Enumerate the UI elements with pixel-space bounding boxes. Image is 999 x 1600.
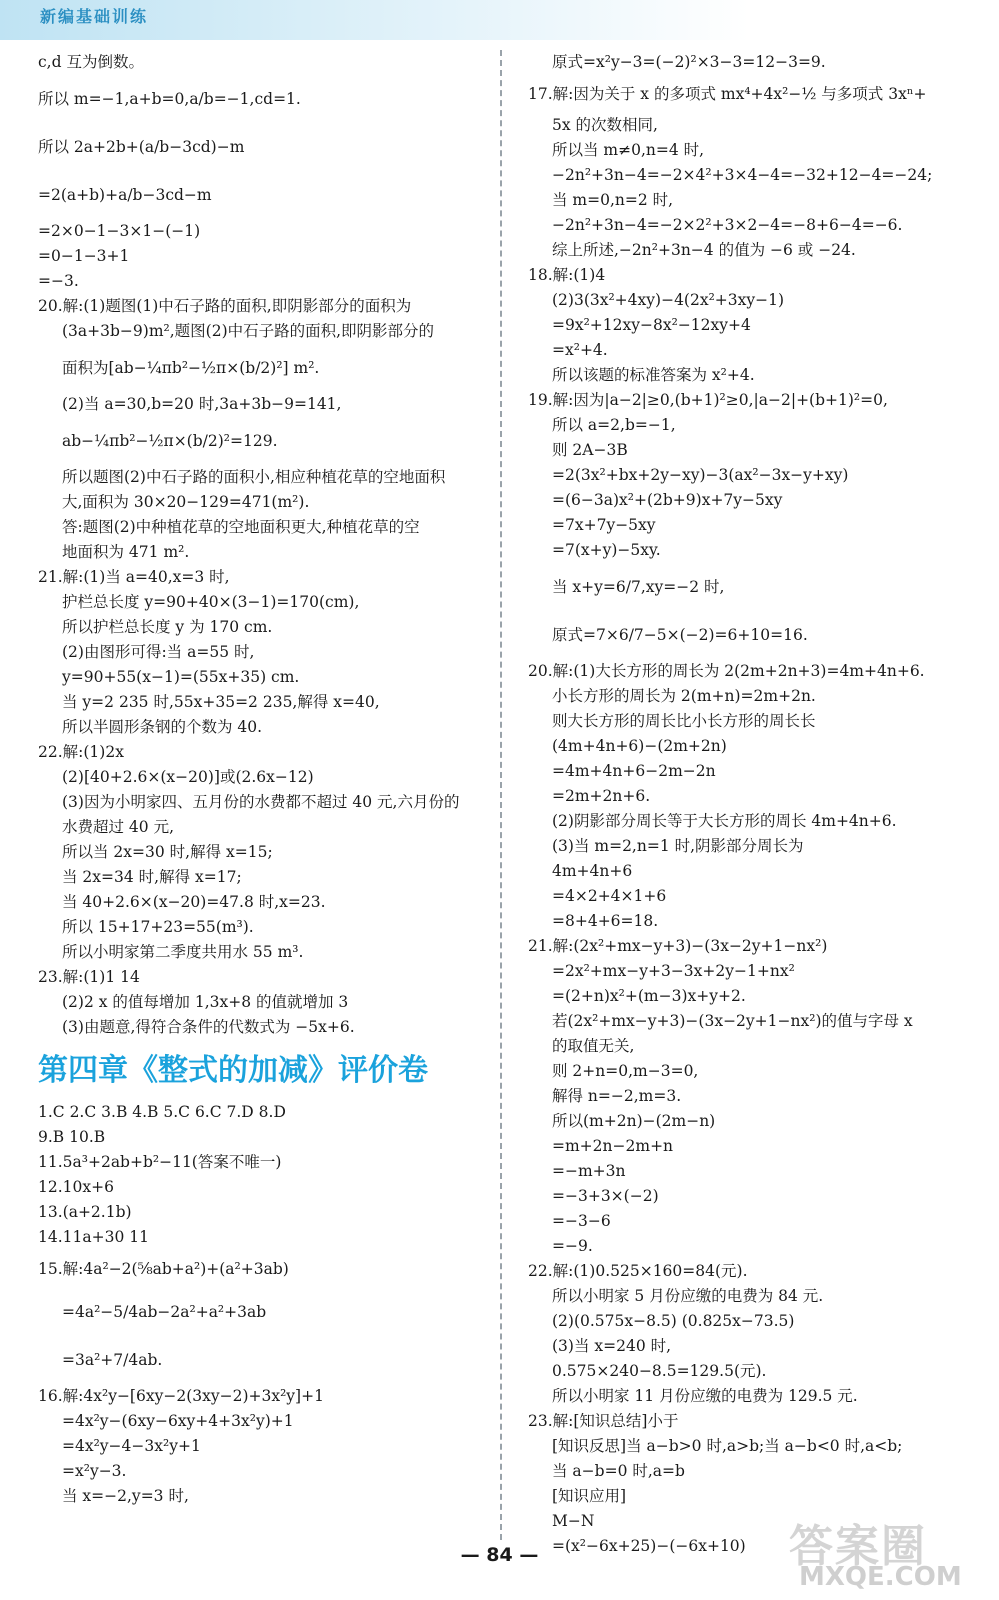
answer-line: 23.解:(1)1 14 [38, 968, 140, 986]
answer-line: (2)3(3x²+4xy)−4(2x²+3xy−1) [552, 291, 785, 309]
answer-line: =4×2+4×1+6 [552, 887, 667, 905]
answer-line: =0−1−3+1 [38, 247, 130, 265]
answer-line: =x²y−3. [62, 1462, 127, 1480]
answer-line: 19.解:因为|a−2|≥0,(b+1)²≥0,|a−2|+(b+1)²=0, [528, 391, 888, 409]
answer-line: =2(3x²+bx+2y−xy)−3(ax²−3x−y+xy) [552, 466, 849, 484]
answer-line: y=90+55(x−1)=(55x+35) cm. [62, 668, 300, 686]
answer-line: 当 a−b=0 时,a=b [552, 1462, 685, 1480]
answer-line: =m+2n−2m+n [552, 1137, 674, 1155]
answer-line: 22.解:(1)2x [38, 743, 124, 761]
answer-line: 当 2x=34 时,解得 x=17; [62, 868, 242, 886]
answer-line: 若(2x²+mx−y+3)−(3x−2y+1−nx²)的值与字母 x [552, 1012, 913, 1030]
answer-line: 15.解:4a²−2(⅝ab+a²)+(a²+3ab) [38, 1260, 289, 1278]
answer-line: (2)阴影部分周长等于大长方形的周长 4m+4n+6. [552, 812, 897, 830]
answer-line: 则大长方形的周长比小长方形的周长长 [552, 712, 816, 730]
answer-line: 20.解:(1)大长方形的周长为 2(2m+2n+3)=4m+4n+6. [528, 662, 925, 680]
answer-line: =7x+7y−5xy [552, 516, 656, 534]
answer-line: (2)[40+2.6×(x−20)]或(2.6x−12) [62, 768, 314, 786]
answer-line: −2n²+3n−4=−2×2²+3×2−4=−8+6−4=−6. [552, 216, 903, 234]
answer-line: 当 40+2.6×(x−20)=47.8 时,x=23. [62, 893, 326, 911]
answer-line: [知识反思]当 a−b>0 时,a>b;当 a−b<0 时,a<b; [552, 1437, 903, 1455]
answer-line: =3a²+7/4ab. [62, 1351, 163, 1369]
answer-line: 大,面积为 30×20−129=471(m²). [62, 493, 310, 511]
answer-line: 所以题图(2)中石子路的面积小,相应种植花草的空地面积 [62, 468, 446, 486]
watermark-logo [789, 1510, 985, 1594]
answer-line: (2)由图形可得:当 a=55 时, [62, 643, 255, 661]
answer-line: 所以 15+17+23=55(m³). [62, 918, 254, 936]
answer-line: 原式=7×6/7−5×(−2)=6+10=16. [552, 626, 808, 644]
answer-line: ab−¼πb²−½π×(b/2)²=129. [62, 432, 278, 450]
answer-line: 17.解:因为关于 x 的多项式 mx⁴+4x²−½ 与多项式 3xⁿ+ [528, 85, 927, 103]
answer-line: 所以 m=−1,a+b=0,a/b=−1,cd=1. [38, 90, 301, 108]
answer-line: 5x 的次数相同, [552, 116, 658, 134]
answer-line: 当 m=0,n=2 时, [552, 191, 674, 209]
answer-line: 13.(a+2.1b) [38, 1203, 132, 1221]
right-column [528, 50, 983, 1559]
answer-line: 则 2A−3B [552, 441, 628, 459]
answer-line: =2m+2n+6. [552, 787, 651, 805]
answer-line: 20.解:(1)题图(1)中石子路的面积,即阴影部分的面积为 [38, 297, 412, 315]
answer-line: 则 2+n=0,m−3=0, [552, 1062, 699, 1080]
answer-line: (2)当 a=30,b=20 时,3a+3b−9=141, [62, 395, 342, 413]
answer-line: =2×0−1−3×1−(−1) [38, 222, 201, 240]
left-column [38, 50, 488, 1509]
answer-line: 1.C 2.C 3.B 4.B 5.C 6.C 7.D 8.D [38, 1103, 286, 1121]
answer-line: =8+4+6=18. [552, 912, 659, 930]
answer-line: =7(x+y)−5xy. [552, 541, 661, 559]
answer-line: =(2+n)x²+(m−3)x+y+2. [552, 987, 746, 1005]
answer-line: 所以小明家 5 月份应缴的电费为 84 元. [552, 1287, 824, 1305]
answer-line: (4m+4n+6)−(2m+2n) [552, 737, 727, 755]
right-answers [528, 50, 983, 1559]
answer-line: 所以 a=2,b=−1, [552, 416, 676, 434]
answer-line: 18.解:(1)4 [528, 266, 606, 284]
answer-line: 小长方形的周长为 2(m+n)=2m+2n. [552, 687, 816, 705]
answer-line: =4x²y−4−3x²y+1 [62, 1437, 201, 1455]
answer-line: 所以 2a+2b+(a/b−3cd)−m [38, 138, 245, 156]
answer-line: 综上所述,−2n²+3n−4 的值为 −6 或 −24. [552, 241, 856, 259]
header-band [0, 0, 999, 40]
chapter-title: 第四章《整式的加减》评价卷 [38, 1053, 428, 1088]
left-answers [38, 50, 488, 1040]
column-divider [500, 50, 502, 1540]
answer-line: (3)由题意,得符合条件的代数式为 −5x+6. [62, 1018, 355, 1036]
answer-line: 所以半圆形条钢的个数为 40. [62, 718, 263, 736]
answer-line: =2x²+mx−y+3−3x+2y−1+nx² [552, 962, 795, 980]
answer-line: 所以当 m≠0,n=4 时, [552, 141, 705, 159]
answer-line: 0.575×240−8.5=129.5(元). [552, 1362, 767, 1380]
answer-line: 4m+4n+6 [552, 862, 633, 880]
answer-line: =−9. [552, 1237, 593, 1255]
answer-line: 11.5a³+2ab+b²−11(答案不唯一) [38, 1153, 282, 1171]
answer-line: (3)因为小明家四、五月份的水费都不超过 40 元,六月份的 [62, 793, 460, 811]
answer-line: c,d 互为倒数。 [38, 53, 144, 71]
chapter-answers [38, 1100, 488, 1509]
answer-line: 所以护栏总长度 y 为 170 cm. [62, 618, 273, 636]
answer-line: 答:题图(2)中种植花草的空地面积更大,种植花草的空 [62, 518, 420, 536]
answer-line: 所以(m+2n)−(2m−n) [552, 1112, 716, 1130]
answer-line: 水费超过 40 元, [62, 818, 175, 836]
answer-line: (3)当 m=2,n=1 时,阴影部分周长为 [552, 837, 804, 855]
answer-line: (2)(0.575x−8.5) (0.825x−73.5) [552, 1312, 795, 1330]
answer-line: =−3. [38, 272, 79, 290]
answer-line: 21.解:(1)当 a=40,x=3 时, [38, 568, 230, 586]
watermark-text: 答案圈 [789, 1521, 927, 1572]
answer-line: =(6−3a)x²+(2b+9)x+7y−5xy [552, 491, 783, 509]
answer-line: 当 y=2 235 时,55x+35=2 235,解得 x=40, [62, 693, 380, 711]
answer-line: =−3−6 [552, 1212, 611, 1230]
answer-line: 23.解:[知识总结]小于 [528, 1412, 679, 1430]
answer-line: (3a+3b−9)m²,题图(2)中石子路的面积,即阴影部分的 [62, 322, 435, 340]
answer-line: 面积为[ab−¼πb²−½π×(b/2)²] m². [62, 359, 320, 377]
answer-line: =4x²y−(6xy−6xy+4+3x²y)+1 [62, 1412, 294, 1430]
answer-line: 16.解:4x²y−[6xy−2(3xy−2)+3x²y]+1 [38, 1387, 324, 1405]
answer-line: 的取值无关, [552, 1037, 635, 1055]
answer-line: 9.B 10.B [38, 1128, 106, 1146]
answer-line: 12.10x+6 [38, 1178, 114, 1196]
answer-line: [知识应用] [552, 1487, 627, 1505]
header-title: 新编基础训练 [40, 7, 149, 26]
answer-line: 原式=x²y−3=(−2)²×3−3=12−3=9. [552, 53, 826, 71]
answer-line: 所以当 2x=30 时,解得 x=15; [62, 843, 273, 861]
answer-line: 所以小明家 11 月份应缴的电费为 129.5 元. [552, 1387, 858, 1405]
answer-line: 当 x=−2,y=3 时, [62, 1487, 189, 1505]
answer-line: 21.解:(2x²+mx−y+3)−(3x−2y+1−nx²) [528, 937, 828, 955]
answer-line: −2n²+3n−4=−2×4²+3×4−4=−32+12−4=−24; [552, 166, 933, 184]
answer-line: =9x²+12xy−8x²−12xy+4 [552, 316, 751, 334]
answer-line: (2)2 x 的值每增加 1,3x+8 的值就增加 3 [62, 993, 349, 1011]
answer-line: =x²+4. [552, 341, 608, 359]
answer-line: 14.11a+30 11 [38, 1228, 149, 1246]
answer-line: M−N [552, 1512, 595, 1530]
page-number: — 84 — [460, 1544, 539, 1566]
answer-line: =4m+4n+6−2m−2n [552, 762, 716, 780]
answer-line: =(x²−6x+25)−(−6x+10) [552, 1537, 746, 1555]
answer-line: 当 x+y=6/7,xy=−2 时, [552, 578, 725, 596]
answer-line: =−m+3n [552, 1162, 626, 1180]
answer-line: 解得 n=−2,m=3. [552, 1087, 682, 1105]
answer-line: 所以小明家第二季度共用水 55 m³. [62, 943, 304, 961]
answer-line: (3)当 x=240 时, [552, 1337, 672, 1355]
answer-line: 护栏总长度 y=90+40×(3−1)=170(cm), [62, 593, 360, 611]
answer-line: =−3+3×(−2) [552, 1187, 659, 1205]
answer-line: =4a²−5/4ab−2a²+a²+3ab [62, 1303, 267, 1321]
answer-line: =2(a+b)+a/b−3cd−m [38, 186, 212, 204]
answer-line: 地面积为 471 m². [62, 543, 190, 561]
answer-line: 所以该题的标准答案为 x²+4. [552, 366, 755, 384]
answer-line: 22.解:(1)0.525×160=84(元). [528, 1262, 748, 1280]
watermark-url: MXQE.COM [799, 1562, 962, 1592]
